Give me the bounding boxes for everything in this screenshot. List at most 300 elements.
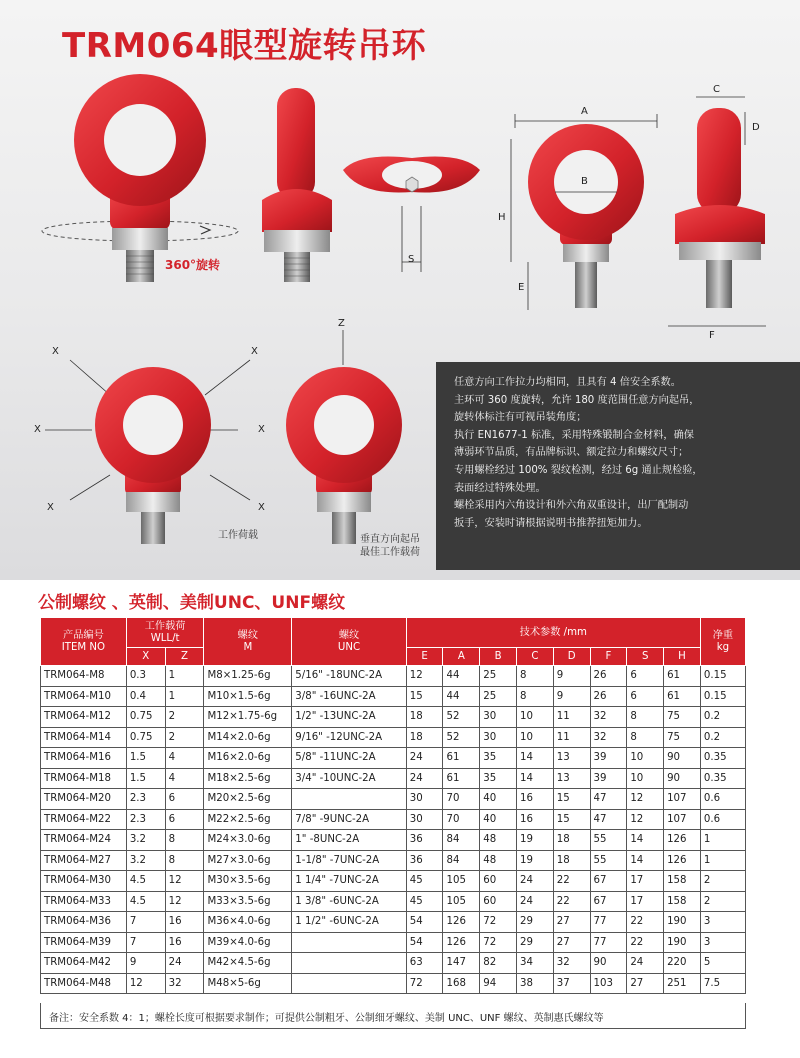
eyebolt-front-view: [42, 74, 238, 282]
table-cell: 61: [664, 666, 701, 687]
table-cell: 1/2" -13UNC-2A: [292, 707, 406, 728]
feature-line: 扳手，安装时请根据说明书推荐扭矩加力。: [454, 517, 648, 529]
table-cell: 2: [165, 707, 204, 728]
header-col-c: C: [517, 648, 554, 666]
axis-x-bottom-left: X: [47, 502, 54, 513]
table-cell: 3/4" -10UNC-2A: [292, 768, 406, 789]
features-panel: [436, 362, 800, 570]
table-cell: 0.6: [700, 789, 745, 810]
table-cell: 7: [126, 932, 165, 953]
axis-x-left: X: [34, 424, 41, 435]
table-cell: 6: [165, 809, 204, 830]
table-cell: 15: [406, 686, 443, 707]
table-cell: 61: [664, 686, 701, 707]
table-row: [41, 768, 746, 789]
table-cell: 22: [553, 871, 590, 892]
header-weight: [700, 618, 745, 666]
axis-x-top-left: X: [52, 346, 59, 357]
table-cell: 45: [406, 871, 443, 892]
table-cell: 55: [590, 830, 627, 851]
table-row: [41, 809, 746, 830]
table-cell: TRM064-M20: [41, 789, 127, 810]
table-cell: 8: [627, 727, 664, 748]
table-cell: 90: [664, 748, 701, 769]
table-cell: TRM064-M24: [41, 830, 127, 851]
table-row: [41, 686, 746, 707]
feature-line: 专用螺栓经过 100% 裂纹检测，经过 6g 通止规检验，: [454, 464, 703, 476]
dim-label-h: H: [498, 212, 506, 223]
table-cell: 1: [700, 850, 745, 871]
table-cell: 126: [664, 830, 701, 851]
table-cell: 24: [517, 871, 554, 892]
header-weight-cn: 净重: [712, 629, 734, 641]
table-cell: 8: [165, 850, 204, 871]
table-cell: 30: [406, 789, 443, 810]
table-cell: 0.35: [700, 768, 745, 789]
table-cell: 5/16" -18UNC-2A: [292, 666, 406, 687]
table-row: [41, 830, 746, 851]
table-cell: 7: [126, 912, 165, 933]
table-cell: 30: [406, 809, 443, 830]
table-cell: 19: [517, 850, 554, 871]
table-cell: 12: [627, 809, 664, 830]
dimension-drawing-front: [511, 114, 657, 310]
dim-label-d: D: [752, 122, 760, 133]
table-cell: 1.5: [126, 768, 165, 789]
table-cell: TRM064-M36: [41, 912, 127, 933]
table-row: [41, 932, 746, 953]
dim-label-f: F: [709, 330, 715, 341]
table-cell: 18: [406, 727, 443, 748]
table-row: [41, 727, 746, 748]
table-cell: M30×3.5-6g: [204, 871, 292, 892]
feature-line: 执行 EN1677-1 标准，采用特殊锻制合金材料，确保: [454, 429, 694, 441]
header-wll-en: WLL/t: [150, 632, 180, 644]
table-cell: 25: [480, 686, 517, 707]
table-cell: 75: [664, 727, 701, 748]
table-cell: TRM064-M10: [41, 686, 127, 707]
table-cell: 3.2: [126, 850, 165, 871]
table-cell: 48: [480, 850, 517, 871]
table-cell: 1-1/8" -7UNC-2A: [292, 850, 406, 871]
header-item-en: ITEM NO: [61, 641, 106, 653]
table-cell: 3: [700, 932, 745, 953]
table-cell: 10: [627, 748, 664, 769]
header-x: X: [126, 648, 165, 666]
table-cell: 2.3: [126, 789, 165, 810]
table-row: [41, 850, 746, 871]
table-cell: 27: [553, 912, 590, 933]
table-cell: 14: [627, 830, 664, 851]
axis-x-bottom-right: X: [258, 502, 265, 513]
table-cell: 72: [480, 932, 517, 953]
table-cell: 10: [627, 768, 664, 789]
table-cell: 72: [406, 973, 443, 994]
table-cell: 158: [664, 871, 701, 892]
table-cell: [292, 953, 406, 974]
table-cell: 147: [443, 953, 480, 974]
table-cell: TRM064-M16: [41, 748, 127, 769]
table-cell: 55: [590, 850, 627, 871]
table-cell: 84: [443, 850, 480, 871]
table-row: [41, 748, 746, 769]
header-item-cn: 产品编号: [63, 629, 104, 641]
table-cell: 36: [406, 830, 443, 851]
table-cell: 2: [165, 727, 204, 748]
table-cell: 63: [406, 953, 443, 974]
table-cell: 35: [480, 768, 517, 789]
table-cell: 2: [700, 871, 745, 892]
table-row: [41, 973, 746, 994]
table-cell: 168: [443, 973, 480, 994]
table-cell: 103: [590, 973, 627, 994]
table-cell: 36: [406, 850, 443, 871]
dim-label-b: B: [581, 176, 588, 187]
table-cell: M27×3.0-6g: [204, 850, 292, 871]
table-cell: TRM064-M8: [41, 666, 127, 687]
table-cell: 10: [517, 707, 554, 728]
table-cell: 90: [590, 953, 627, 974]
table-cell: 9: [553, 686, 590, 707]
table-cell: 1.5: [126, 748, 165, 769]
work-load-label: 工作荷载: [218, 530, 258, 541]
header-thread: [204, 618, 292, 666]
table-row: [41, 871, 746, 892]
table-cell: 17: [627, 891, 664, 912]
table-cell: 38: [517, 973, 554, 994]
table-cell: 0.35: [700, 748, 745, 769]
table-cell: TRM064-M48: [41, 973, 127, 994]
axis-z-top: Z: [338, 318, 345, 329]
table-cell: 0.75: [126, 707, 165, 728]
table-cell: M24×3.0-6g: [204, 830, 292, 851]
header-thread-en: M: [243, 641, 253, 653]
table-cell: 32: [590, 727, 627, 748]
table-cell: 32: [590, 707, 627, 728]
table-cell: 3/8" -16UNC-2A: [292, 686, 406, 707]
table-row: [41, 666, 746, 687]
table-cell: 27: [553, 932, 590, 953]
table-cell: 37: [553, 973, 590, 994]
table-cell: M33×3.5-6g: [204, 891, 292, 912]
feature-line: 主环可 360 度旋转，允许 180 度范围任意方向起吊，: [454, 394, 700, 406]
table-cell: 8: [627, 707, 664, 728]
table-cell: 1: [700, 830, 745, 851]
table-cell: M14×2.0-6g: [204, 727, 292, 748]
header-unc-en: UNC: [337, 641, 361, 653]
table-cell: 105: [443, 871, 480, 892]
table-cell: 0.15: [700, 666, 745, 687]
table-cell: M20×2.5-6g: [204, 789, 292, 810]
table-title: 公制螺纹 、英制、美制UNC、UNF螺纹: [38, 593, 346, 613]
page-title: TRM064眼型旋转吊环: [62, 26, 427, 66]
table-cell: M39×4.0-6g: [204, 932, 292, 953]
eyebolt-side-view: [262, 88, 332, 282]
dim-label-a: A: [581, 106, 588, 117]
feature-line: 螺栓采用内六角设计和外六角双重设计，出厂配制动: [454, 500, 689, 512]
table-cell: 0.4: [126, 686, 165, 707]
table-cell: 8: [517, 686, 554, 707]
table-cell: 34: [517, 953, 554, 974]
table-cell: M22×2.5-6g: [204, 809, 292, 830]
table-cell: 22: [627, 912, 664, 933]
table-cell: 1 1/4" -7UNC-2A: [292, 871, 406, 892]
table-cell: 1: [165, 666, 204, 687]
dim-label-c: C: [713, 84, 720, 95]
eyebolt-load-diagram-right: [286, 330, 402, 544]
table-cell: 18: [406, 707, 443, 728]
table-cell: 25: [480, 666, 517, 687]
table-cell: 4.5: [126, 871, 165, 892]
table-cell: 30: [480, 727, 517, 748]
dim-label-s: S: [408, 254, 415, 265]
table-cell: M8×1.25-6g: [204, 666, 292, 687]
header-thread-cn: 螺纹: [237, 629, 259, 641]
table-cell: 72: [480, 912, 517, 933]
table-cell: 107: [664, 809, 701, 830]
table-cell: 13: [553, 748, 590, 769]
table-cell: M12×1.75-6g: [204, 707, 292, 728]
feature-line: 旋转体标注有可视吊装角度；: [454, 412, 587, 424]
table-cell: 60: [480, 871, 517, 892]
table-cell: 1 3/8" -6UNC-2A: [292, 891, 406, 912]
table-cell: 1" -8UNC-2A: [292, 830, 406, 851]
table-cell: 30: [480, 707, 517, 728]
table-cell: 9/16" -12UNC-2A: [292, 727, 406, 748]
table-cell: 11: [553, 707, 590, 728]
table-row: [41, 953, 746, 974]
header-col-f: F: [590, 648, 627, 666]
table-cell: 7/8" -9UNC-2A: [292, 809, 406, 830]
table-cell: 126: [443, 912, 480, 933]
table-cell: 1 1/2" -6UNC-2A: [292, 912, 406, 933]
table-cell: TRM064-M22: [41, 809, 127, 830]
table-cell: 6: [627, 686, 664, 707]
table-cell: TRM064-M18: [41, 768, 127, 789]
table-cell: 10: [517, 727, 554, 748]
table-row: [41, 891, 746, 912]
table-cell: 54: [406, 912, 443, 933]
table-cell: 29: [517, 932, 554, 953]
table-cell: M36×4.0-6g: [204, 912, 292, 933]
table-cell: M42×4.5-6g: [204, 953, 292, 974]
table-cell: 2: [700, 891, 745, 912]
table-cell: 39: [590, 748, 627, 769]
table-cell: 27: [627, 973, 664, 994]
table-cell: 54: [406, 932, 443, 953]
table-cell: 16: [517, 809, 554, 830]
table-cell: 1: [165, 686, 204, 707]
table-cell: 220: [664, 953, 701, 974]
table-cell: 44: [443, 686, 480, 707]
table-cell: 4.5: [126, 891, 165, 912]
table-cell: 18: [553, 850, 590, 871]
table-cell: [292, 973, 406, 994]
table-cell: 0.6: [700, 809, 745, 830]
table-cell: 9: [126, 953, 165, 974]
rotate-label: 360°旋转: [165, 258, 221, 272]
table-cell: 40: [480, 789, 517, 810]
feature-line: 表面经过特殊处理。: [454, 482, 546, 494]
table-cell: M18×2.5-6g: [204, 768, 292, 789]
table-cell: 47: [590, 809, 627, 830]
table-cell: 26: [590, 686, 627, 707]
table-cell: 15: [553, 809, 590, 830]
table-cell: 0.2: [700, 727, 745, 748]
table-cell: 19: [517, 830, 554, 851]
table-cell: M48×5-6g: [204, 973, 292, 994]
table-cell: 15: [553, 789, 590, 810]
table-cell: 14: [627, 850, 664, 871]
table-cell: 0.3: [126, 666, 165, 687]
table-cell: 67: [590, 871, 627, 892]
table-cell: TRM064-M33: [41, 891, 127, 912]
table-cell: TRM064-M42: [41, 953, 127, 974]
table-cell: 158: [664, 891, 701, 912]
table-cell: 75: [664, 707, 701, 728]
table-cell: TRM064-M30: [41, 871, 127, 892]
table-cell: 190: [664, 932, 701, 953]
table-cell: 70: [443, 809, 480, 830]
table-cell: [292, 789, 406, 810]
table-cell: M16×2.0-6g: [204, 748, 292, 769]
table-row: [41, 707, 746, 728]
table-cell: 14: [517, 748, 554, 769]
table-cell: 52: [443, 707, 480, 728]
table-cell: 47: [590, 789, 627, 810]
table-cell: 126: [664, 850, 701, 871]
table-cell: 105: [443, 891, 480, 912]
table-cell: 24: [517, 891, 554, 912]
table-cell: 13: [553, 768, 590, 789]
table-cell: 84: [443, 830, 480, 851]
table-cell: 0.15: [700, 686, 745, 707]
eyebolt-load-diagram-left: [45, 360, 250, 544]
table-cell: 35: [480, 748, 517, 769]
table-cell: TRM064-M39: [41, 932, 127, 953]
table-cell: 24: [406, 768, 443, 789]
table-cell: 12: [126, 973, 165, 994]
table-cell: 24: [627, 953, 664, 974]
table-cell: 5: [700, 953, 745, 974]
table-cell: TRM064-M14: [41, 727, 127, 748]
table-cell: 190: [664, 912, 701, 933]
table-cell: 44: [443, 666, 480, 687]
header-unc-cn: 螺纹: [338, 629, 360, 641]
table-cell: 61: [443, 768, 480, 789]
header-wll: [126, 618, 204, 648]
header-wll-cn: 工作载荷: [144, 620, 186, 632]
table-cell: 12: [627, 789, 664, 810]
table-cell: 32: [553, 953, 590, 974]
table-cell: M10×1.5-6g: [204, 686, 292, 707]
table-cell: 6: [165, 789, 204, 810]
table-cell: 8: [165, 830, 204, 851]
table-cell: 3.2: [126, 830, 165, 851]
table-cell: 39: [590, 768, 627, 789]
table-cell: 90: [664, 768, 701, 789]
header-tech: 技术参数 /mm: [406, 618, 700, 648]
vertical-load-label-2: 最佳工作载荷: [360, 547, 420, 558]
table-cell: 17: [627, 871, 664, 892]
table-cell: 52: [443, 727, 480, 748]
table-cell: 12: [165, 871, 204, 892]
table-cell: 32: [165, 973, 204, 994]
table-cell: 7.5: [700, 973, 745, 994]
table-cell: 5/8" -11UNC-2A: [292, 748, 406, 769]
table-cell: 16: [165, 912, 204, 933]
feature-line: 任意方向工作拉力均相同，且具有 4 倍安全系数。: [454, 377, 681, 388]
spec-table: [40, 617, 746, 994]
header-weight-en: kg: [716, 641, 730, 653]
table-cell: 94: [480, 973, 517, 994]
table-cell: 2.3: [126, 809, 165, 830]
table-cell: 12: [406, 666, 443, 687]
header-unc: [292, 618, 406, 666]
spec-table-body: [41, 666, 746, 994]
table-cell: 3: [700, 912, 745, 933]
table-cell: 16: [517, 789, 554, 810]
header-col-e: E: [406, 648, 443, 666]
table-cell: 12: [165, 891, 204, 912]
axis-x-top-right: X: [251, 346, 258, 357]
table-cell: 22: [553, 891, 590, 912]
header-item: [41, 618, 127, 666]
table-cell: 11: [553, 727, 590, 748]
table-cell: 22: [627, 932, 664, 953]
footnote: 备注：安全系数 4：1；螺栓长度可根据要求制作；可提供公制粗牙、公制细牙螺纹、美制 UNC、UNF 螺纹、英制惠氏螺纹等: [40, 1003, 746, 1029]
table-cell: 126: [443, 932, 480, 953]
header-col-a: A: [443, 648, 480, 666]
table-cell: 14: [517, 768, 554, 789]
table-cell: 251: [664, 973, 701, 994]
table-cell: 9: [553, 666, 590, 687]
table-cell: 48: [480, 830, 517, 851]
header-col-b: B: [480, 648, 517, 666]
vertical-load-label-1: 垂直方向起吊: [360, 534, 420, 545]
table-row: [41, 789, 746, 810]
table-cell: 61: [443, 748, 480, 769]
table-cell: TRM064-M12: [41, 707, 127, 728]
table-cell: 0.2: [700, 707, 745, 728]
table-row: [41, 912, 746, 933]
table-cell: 6: [627, 666, 664, 687]
header-col-h: H: [664, 648, 701, 666]
header-col-s: S: [627, 648, 664, 666]
table-cell: 4: [165, 748, 204, 769]
table-cell: 70: [443, 789, 480, 810]
table-cell: 40: [480, 809, 517, 830]
table-cell: 67: [590, 891, 627, 912]
table-cell: 0.75: [126, 727, 165, 748]
dim-label-e: E: [518, 282, 525, 293]
table-cell: 77: [590, 912, 627, 933]
header-z: Z: [165, 648, 204, 666]
table-cell: 26: [590, 666, 627, 687]
table-cell: 107: [664, 789, 701, 810]
table-cell: 60: [480, 891, 517, 912]
table-cell: 45: [406, 891, 443, 912]
table-cell: 16: [165, 932, 204, 953]
table-cell: 77: [590, 932, 627, 953]
table-cell: 24: [165, 953, 204, 974]
table-cell: TRM064-M27: [41, 850, 127, 871]
table-cell: 29: [517, 912, 554, 933]
table-cell: 4: [165, 768, 204, 789]
table-cell: [292, 932, 406, 953]
feature-line: 薄弱环节品质，有品牌标识、额定拉力和螺纹尺寸；: [454, 447, 689, 459]
header-col-d: D: [553, 648, 590, 666]
